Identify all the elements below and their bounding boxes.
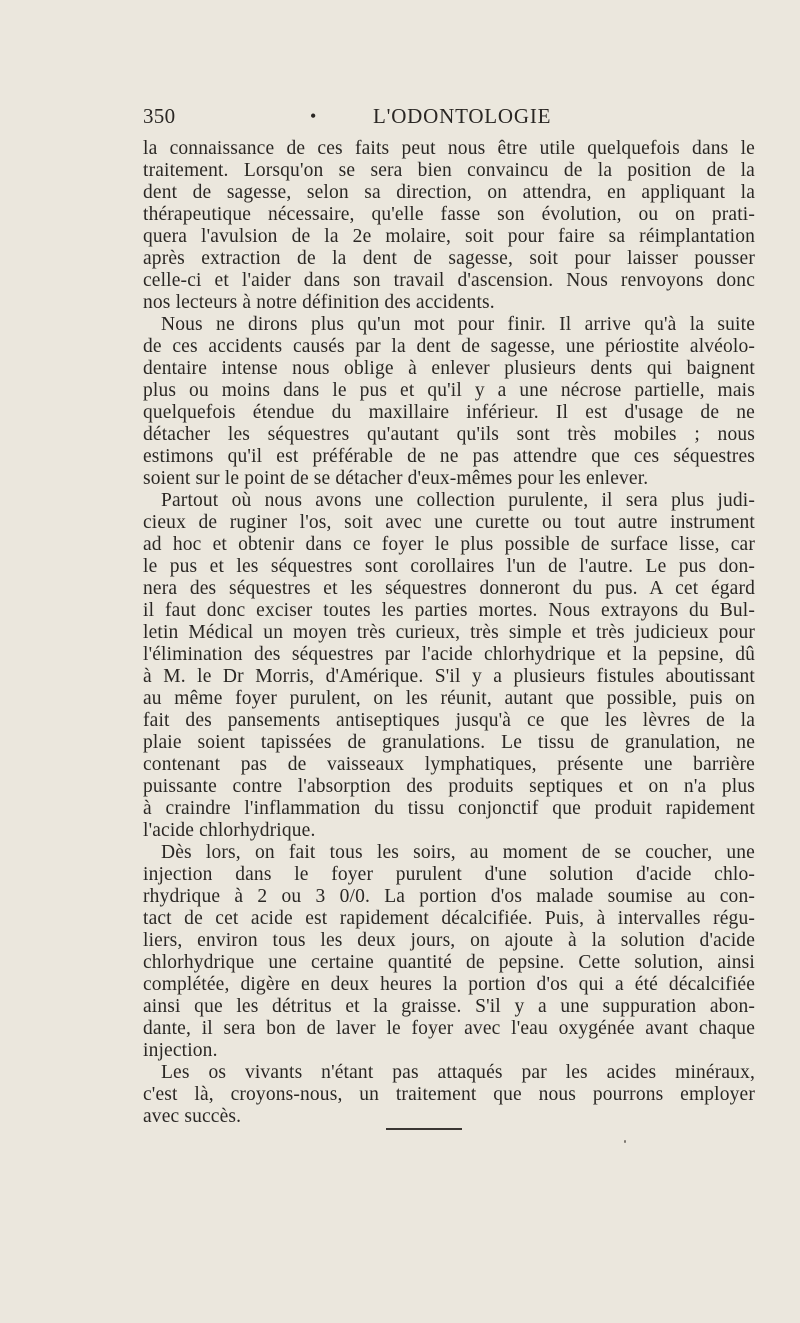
text-line: après extraction de la dent de sagesse, soit pour laisser pousser — [143, 248, 755, 269]
text-line: à craindre l'inflammation du tissu conjonctif que produit rapidement — [143, 798, 755, 819]
text-line: thérapeutique nécessaire, qu'elle fasse son évolution, ou on prati- — [143, 204, 755, 225]
header-separator: • — [310, 106, 317, 126]
text-line: plus ou moins dans le pus et qu'il y a une nécrose partielle, mais — [143, 380, 755, 401]
text-line: contenant pas de vaisseaux lymphatiques, présente une barrière — [143, 754, 755, 775]
text-line: injection. — [143, 1040, 218, 1061]
text-line: quelquefois étendue du maxillaire inférieur. Il est d'usage de ne — [143, 402, 755, 423]
text-line: l'élimination des séquestres par l'acide chlorhydrique et la pepsine, dû — [143, 644, 755, 665]
text-line: dante, il sera bon de laver le foyer avec l'eau oxygénée avant chaque — [143, 1018, 755, 1039]
running-title: L'ODONTOLOGIE — [373, 104, 552, 128]
text-line: tact de cet acide est rapidement décalcifiée. Puis, à intervalles régu- — [143, 908, 755, 929]
text-line: estimons qu'il est préférable de ne pas attendre que ces séquestres — [143, 446, 755, 467]
text-line: de ces accidents causés par la dent de sagesse, une périostite alvéolo- — [143, 336, 755, 357]
text-line: quera l'avulsion de la 2e molaire, soit pour faire sa réimplantation — [143, 226, 755, 247]
text-line: il faut donc exciser toutes les parties mortes. Nous extrayons du Bul- — [143, 600, 755, 621]
text-line: dent de sagesse, selon sa direction, on attendra, en appliquant la — [143, 182, 755, 203]
text-line: nera des séquestres et les séquestres donneront du pus. A cet égard — [143, 578, 755, 599]
paragraph-start-line: Partout où nous avons une collection purulente, il sera plus judi- — [161, 490, 755, 511]
text-line: liers, environ tous les deux jours, on ajoute à la solution d'acide — [143, 930, 755, 951]
text-line: soient sur le point de se détacher d'eux-mêmes pour les enlever. — [143, 468, 649, 489]
text-line: ainsi que les détritus et la graisse. S'il y a une suppuration abon- — [143, 996, 755, 1017]
paragraph-start-line: Les os vivants n'étant pas attaqués par les acides minéraux, — [161, 1062, 755, 1083]
text-line: le pus et les séquestres sont corollaires l'un de l'autre. Le pus don- — [143, 556, 755, 577]
text-line: ad hoc et obtenir dans ce foyer le plus possible de surface lisse, car — [143, 534, 755, 555]
page-header — [143, 100, 755, 132]
text-line: c'est là, croyons-nous, un traitement que nous pourrons employer — [143, 1084, 755, 1105]
text-line: letin Médical un moyen très curieux, très simple et très judicieux pour — [143, 622, 755, 643]
paper-speck — [624, 1140, 626, 1143]
end-rule — [386, 1128, 462, 1130]
text-line: l'acide chlorhydrique. — [143, 820, 316, 841]
text-line: injection dans le foyer purulent d'une solution d'acide chlo- — [143, 864, 755, 885]
text-line: nos lecteurs à notre définition des accidents. — [143, 292, 495, 313]
text-line: au même foyer purulent, on les réunit, autant que possible, puis on — [143, 688, 755, 709]
text-line: traitement. Lorsqu'on se sera bien convaincu de la position de la — [143, 160, 755, 181]
text-line: rhydrique à 2 ou 3 0/0. La portion d'os malade soumise au con- — [143, 886, 755, 907]
text-line: dentaire intense nous oblige à enlever plusieurs dents qui baignent — [143, 358, 755, 379]
text-line: cieux de ruginer l'os, soit avec une curette ou tout autre instrument — [143, 512, 755, 533]
text-line: complétée, digère en deux heures la portion d'os qui a été décalcifiée — [143, 974, 755, 995]
paragraph-start-line: Dès lors, on fait tous les soirs, au moment de se coucher, une — [161, 842, 755, 863]
text-line: celle-ci et l'aider dans son travail d'ascension. Nous renvoyons donc — [143, 270, 755, 291]
text-line: à M. le Dr Morris, d'Amérique. S'il y a plusieurs fistules aboutissant — [143, 666, 755, 687]
text-line: fait des pansements antiseptiques jusqu'à ce que les lèvres de la — [143, 710, 755, 731]
text-line: plaie soient tapissées de granulations. Le tissu de granulation, ne — [143, 732, 755, 753]
text-line: détacher les séquestres qu'autant qu'ils sont très mobiles ; nous — [143, 424, 755, 445]
text-line: chlorhydrique une certaine quantité de pepsine. Cette solution, ainsi — [143, 952, 755, 973]
text-line: puissante contre l'absorption des produits septiques et on n'a plus — [143, 776, 755, 797]
text-line: la connaissance de ces faits peut nous être utile quelquefois dans le — [143, 138, 755, 159]
body-text — [143, 138, 755, 1128]
paragraph-start-line: Nous ne dirons plus qu'un mot pour finir. Il arrive qu'à la suite — [161, 314, 755, 335]
page-number: 350 — [143, 104, 176, 128]
text-line: avec succès. — [143, 1106, 242, 1127]
